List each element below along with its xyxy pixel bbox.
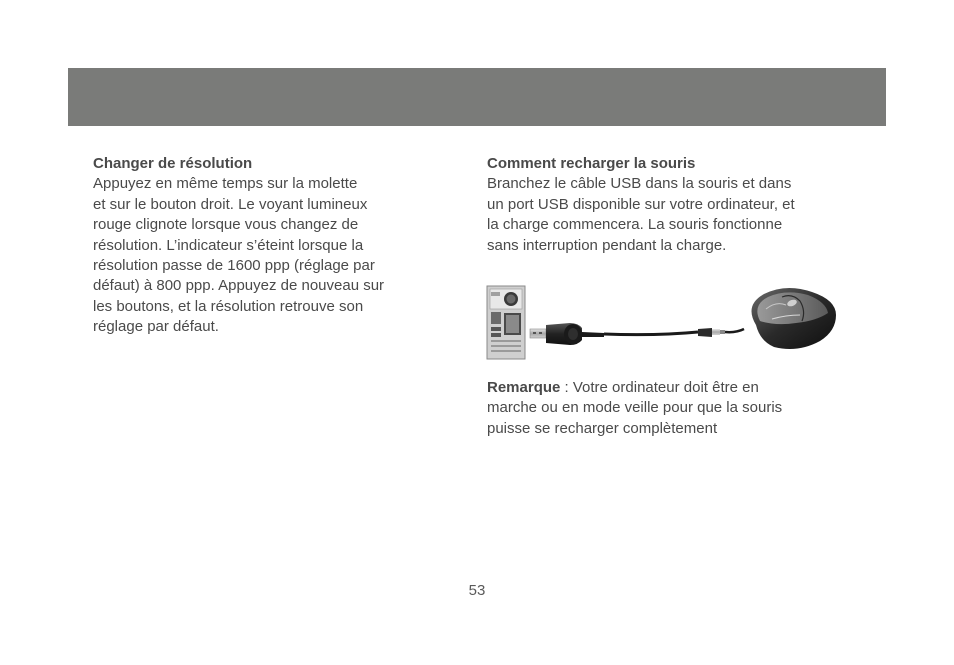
- body-line: résolution. L’indicateur s’éteint lorsque la: [93, 236, 364, 254]
- body-line: Branchez le câble USB dans la souris et dans: [487, 175, 792, 193]
- body-line: défaut) à 800 ppp. Appuyez de nouveau sur: [93, 277, 385, 295]
- usb-cable-icon: [530, 323, 744, 345]
- header-bar: [68, 68, 886, 126]
- section-recharge-mouse: [487, 154, 832, 256]
- body-line: réglage par défaut.: [93, 318, 219, 336]
- body-line: rouge clignote lorsque vous changez de: [93, 216, 359, 234]
- body-line: les boutons, et la résolution retrouve son: [93, 297, 364, 315]
- section-heading: Comment recharger la souris: [487, 155, 696, 172]
- section-body: [487, 174, 832, 256]
- note-text: marche ou en mode veille pour que la souris: [487, 399, 783, 417]
- body-line: sans interruption pendant la charge.: [487, 236, 727, 254]
- usb-charging-illustration: [486, 285, 838, 361]
- wireless-mouse-icon: [752, 288, 837, 349]
- note-label: Remarque: [487, 379, 561, 396]
- body-line: la charge commencera. La souris fonctionne: [487, 216, 783, 234]
- note-text: puisse se recharger complètement: [487, 419, 718, 437]
- page-number: 53: [468, 582, 486, 599]
- section-heading: Changer de résolution: [93, 155, 253, 172]
- note-remark: [487, 378, 832, 439]
- body-line: Appuyez en même temps sur la molette: [93, 175, 358, 193]
- section-change-resolution: [93, 154, 423, 338]
- body-line: et sur le bouton droit. Le voyant lumineux: [93, 195, 368, 213]
- section-body: [93, 174, 423, 337]
- computer-tower-icon: [487, 286, 525, 359]
- body-line: résolution passe de 1600 ppp (réglage par: [93, 257, 375, 275]
- note-text: : Votre ordinateur doit être en: [560, 379, 759, 396]
- body-line: un port USB disponible sur votre ordinateur, et: [487, 195, 795, 213]
